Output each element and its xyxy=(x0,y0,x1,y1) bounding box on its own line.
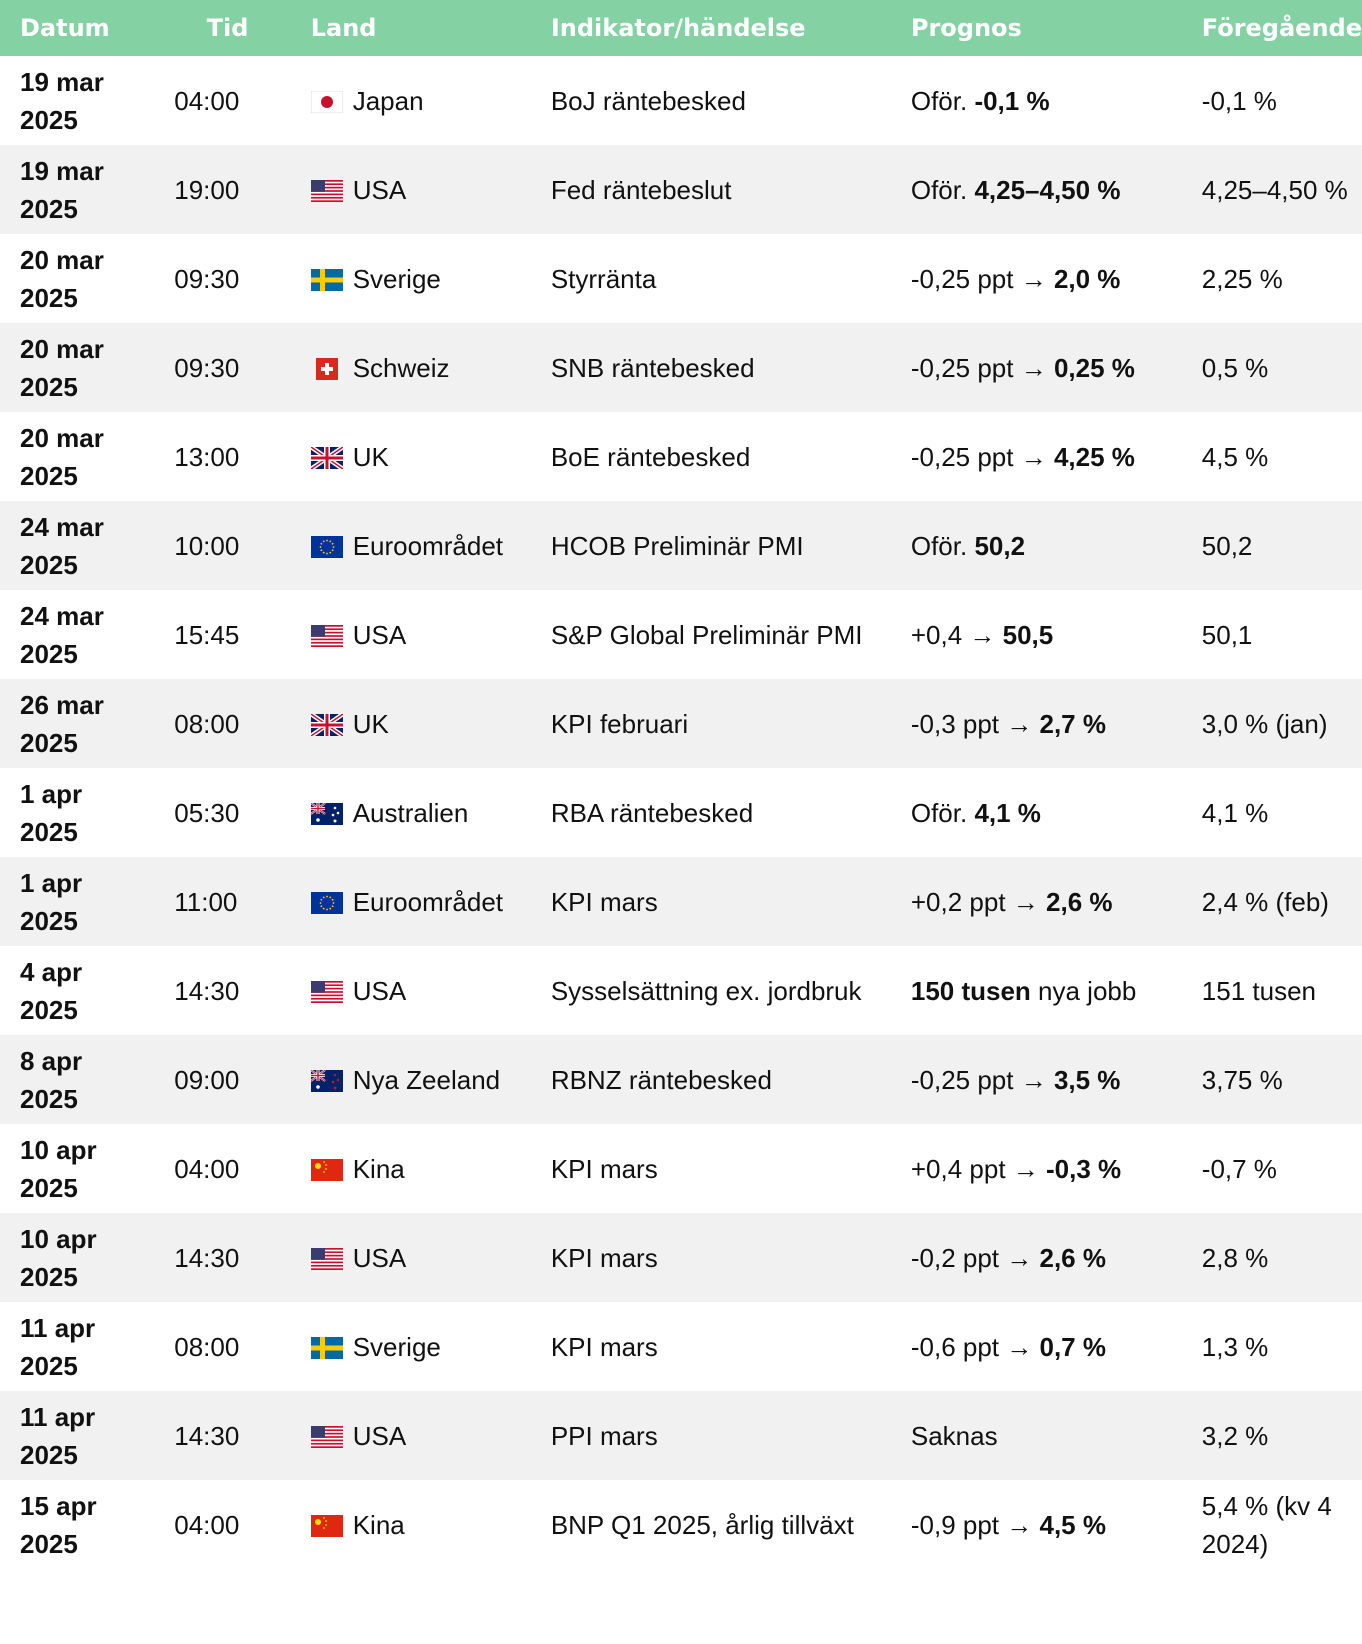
date-cell xyxy=(0,1213,164,1302)
country-name: USA xyxy=(352,174,407,205)
forecast-cell xyxy=(891,1124,1182,1213)
time-cell: 09:30 xyxy=(164,323,290,412)
date-cell xyxy=(0,234,164,323)
time-cell: 04:00 xyxy=(174,1153,240,1184)
forecast-prefix: -0,25 ppt → xyxy=(910,1064,1054,1095)
time-cell: 09:30 xyxy=(174,263,240,294)
indicator-cell: KPI mars xyxy=(531,1213,891,1302)
time-cell: 14:30 xyxy=(164,1391,290,1480)
country-cell xyxy=(291,56,531,145)
date-year: 2025 xyxy=(20,1528,78,1559)
date-year: 2025 xyxy=(20,1083,78,1114)
indicator-cell: KPI mars xyxy=(550,1153,658,1184)
date-year: 2025 xyxy=(20,371,78,402)
date-year: 2025 xyxy=(20,638,78,669)
country-name: UK xyxy=(352,441,389,472)
forecast-prefix: Oför. xyxy=(910,797,975,828)
country-name: Euroområdet xyxy=(352,530,504,561)
date-day-month: 19 mar xyxy=(20,155,104,186)
date-year: 2025 xyxy=(20,1350,78,1381)
forecast-cell xyxy=(891,1391,1182,1480)
date-day-month: 24 mar xyxy=(20,600,104,631)
date-day-month: 20 mar xyxy=(20,333,104,364)
time-cell: 14:30 xyxy=(174,975,240,1006)
forecast-cell xyxy=(891,946,1182,1035)
table-row xyxy=(0,1480,1362,1569)
previous-cell: 50,2 xyxy=(1182,501,1362,590)
country-name: Euroområdet xyxy=(352,886,504,917)
forecast-prefix: -0,9 ppt → xyxy=(910,1509,1040,1540)
forecast-value: 4,1 % xyxy=(974,797,1041,828)
forecast-cell xyxy=(891,1302,1182,1391)
date-cell xyxy=(0,679,164,768)
previous-cell: 3,75 % xyxy=(1182,1035,1362,1124)
flag-uk-icon xyxy=(311,447,343,469)
previous-cell: 50,1 xyxy=(1201,619,1253,650)
forecast-cell xyxy=(891,1035,1182,1124)
forecast-cell xyxy=(891,1213,1182,1302)
country-cell xyxy=(291,501,531,590)
date-day-month: 26 mar xyxy=(20,689,104,720)
forecast-value: 50,2 xyxy=(974,530,1026,561)
header-time: Tid xyxy=(164,0,290,56)
date-year: 2025 xyxy=(20,994,78,1025)
date-day-month: 4 apr xyxy=(20,956,83,987)
forecast-prefix: Saknas xyxy=(910,1420,998,1451)
header-forecast: Prognos xyxy=(891,0,1182,56)
time-cell: 14:30 xyxy=(164,1213,290,1302)
country-cell xyxy=(291,412,531,501)
time-cell: 19:00 xyxy=(164,145,290,234)
flag-switzerland-icon xyxy=(311,358,343,380)
previous-cell: 2,4 % (feb) xyxy=(1182,857,1362,946)
country-name: Sverige xyxy=(352,1331,441,1362)
country-name: Kina xyxy=(352,1509,405,1540)
previous-cell: 3,0 % (jan) xyxy=(1182,679,1362,768)
country-cell xyxy=(291,768,531,857)
flag-usa-icon xyxy=(311,1248,343,1270)
indicator-cell: KPI februari xyxy=(531,679,891,768)
country-cell xyxy=(291,857,531,946)
table-row xyxy=(0,412,1362,501)
table-row xyxy=(0,1213,1362,1302)
date-cell xyxy=(0,1124,164,1213)
flag-eu-icon xyxy=(311,892,343,914)
date-day-month: 20 mar xyxy=(20,244,104,275)
table-row xyxy=(0,234,1362,323)
date-day-month: 10 apr xyxy=(20,1223,97,1254)
previous-cell: -0,1 % xyxy=(1201,85,1277,116)
time-cell: 10:00 xyxy=(164,501,290,590)
table-row xyxy=(0,590,1362,679)
date-cell xyxy=(0,946,164,1035)
date-cell xyxy=(0,1391,164,1480)
date-cell xyxy=(0,857,164,946)
flag-sweden-icon xyxy=(311,1337,343,1359)
forecast-cell xyxy=(891,857,1182,946)
indicator-cell: Sysselsättning ex. jordbruk xyxy=(550,975,862,1006)
table-row xyxy=(0,145,1362,234)
forecast-prefix: -0,25 ppt → xyxy=(910,441,1054,472)
forecast-prefix: +0,2 ppt → xyxy=(910,886,1047,917)
indicator-cell: BoE räntebesked xyxy=(550,441,751,472)
forecast-value: 2,6 % xyxy=(1046,886,1113,917)
date-cell xyxy=(0,1302,164,1391)
country-cell xyxy=(291,946,531,1035)
previous-cell: -0,7 % xyxy=(1201,1153,1277,1184)
flag-usa-icon xyxy=(311,981,343,1003)
flag-sweden-icon xyxy=(311,269,343,291)
indicator-cell: HCOB Preliminär PMI xyxy=(531,501,891,590)
country-name: USA xyxy=(352,1420,407,1451)
indicator-cell: SNB räntebesked xyxy=(531,323,891,412)
forecast-prefix: +0,4 ppt → xyxy=(910,1153,1047,1184)
date-cell xyxy=(0,1035,164,1124)
table-row xyxy=(0,323,1362,412)
flag-australia-icon xyxy=(311,803,343,825)
forecast-cell xyxy=(891,145,1182,234)
country-cell xyxy=(291,234,531,323)
date-day-month: 1 apr xyxy=(20,778,83,809)
indicator-cell: KPI mars xyxy=(550,1331,658,1362)
forecast-value: 0,7 % xyxy=(1039,1331,1106,1362)
country-name: Japan xyxy=(352,85,424,116)
forecast-value: 0,25 % xyxy=(1053,352,1135,383)
table-body xyxy=(0,56,1362,1569)
indicator-cell: PPI mars xyxy=(531,1391,891,1480)
previous-cell: 2,8 % xyxy=(1182,1213,1362,1302)
forecast-prefix: Oför. xyxy=(910,530,975,561)
forecast-cell xyxy=(891,590,1182,679)
previous-cell: 4,1 % xyxy=(1201,797,1269,828)
flag-japan-icon xyxy=(311,91,343,113)
table-row xyxy=(0,56,1362,145)
forecast-cell xyxy=(891,768,1182,857)
forecast-cell xyxy=(891,323,1182,412)
date-year: 2025 xyxy=(20,816,78,847)
flag-usa-icon xyxy=(311,625,343,647)
forecast-prefix: -0,25 ppt → xyxy=(910,352,1054,383)
country-name: USA xyxy=(352,975,407,1006)
header-country: Land xyxy=(291,0,531,56)
date-day-month: 11 apr xyxy=(20,1401,96,1432)
date-day-month: 20 mar xyxy=(20,422,104,453)
previous-cell: 4,25–4,50 % xyxy=(1182,145,1362,234)
date-year: 2025 xyxy=(20,460,78,491)
forecast-value: 2,7 % xyxy=(1039,708,1106,739)
forecast-cell xyxy=(891,234,1182,323)
country-cell xyxy=(291,1213,531,1302)
country-name: Sverige xyxy=(352,263,441,294)
date-cell xyxy=(0,56,164,145)
date-year: 2025 xyxy=(20,1172,78,1203)
previous-cell: 5,4 % (kv 4 2024) xyxy=(1201,1490,1332,1559)
country-name: Kina xyxy=(352,1153,405,1184)
forecast-value: 4,5 % xyxy=(1039,1509,1106,1540)
date-cell xyxy=(0,590,164,679)
country-name: UK xyxy=(352,708,389,739)
table-row xyxy=(0,1302,1362,1391)
date-year: 2025 xyxy=(20,727,78,758)
time-cell: 08:00 xyxy=(164,679,290,768)
forecast-prefix: -0,6 ppt → xyxy=(910,1331,1040,1362)
country-cell xyxy=(291,1124,531,1213)
forecast-prefix: Oför. xyxy=(910,174,975,205)
date-day-month: 19 mar xyxy=(20,66,104,97)
table-row xyxy=(0,1124,1362,1213)
country-cell xyxy=(291,1035,531,1124)
indicator-cell: BNP Q1 2025, årlig tillväxt xyxy=(550,1509,854,1540)
time-cell: 08:00 xyxy=(174,1331,240,1362)
forecast-cell xyxy=(891,412,1182,501)
forecast-prefix: Oför. xyxy=(910,85,975,116)
forecast-value: 150 tusen xyxy=(910,975,1031,1006)
indicator-cell: RBNZ räntebesked xyxy=(531,1035,891,1124)
date-day-month: 1 apr xyxy=(20,867,83,898)
time-cell: 04:00 xyxy=(174,1509,240,1540)
date-year: 2025 xyxy=(20,282,78,313)
date-year: 2025 xyxy=(20,1439,78,1470)
time-cell: 11:00 xyxy=(164,857,290,946)
time-cell: 04:00 xyxy=(174,85,240,116)
table-row xyxy=(0,1035,1362,1124)
time-cell: 05:30 xyxy=(174,797,240,828)
date-cell xyxy=(0,1480,164,1569)
date-cell xyxy=(0,145,164,234)
flag-new-zealand-icon xyxy=(311,1070,343,1092)
country-cell xyxy=(291,1302,531,1391)
header-date: Datum xyxy=(0,0,164,56)
forecast-prefix: -0,3 ppt → xyxy=(910,708,1040,739)
time-cell: 09:00 xyxy=(164,1035,290,1124)
country-cell xyxy=(291,1391,531,1480)
table-row xyxy=(0,1391,1362,1480)
forecast-value: 2,0 % xyxy=(1053,263,1121,294)
time-cell: 15:45 xyxy=(174,619,240,650)
country-name: Nya Zeeland xyxy=(352,1064,501,1095)
forecast-cell xyxy=(891,1480,1182,1569)
date-year: 2025 xyxy=(20,104,78,135)
header-indicator: Indikator/händelse xyxy=(531,0,891,56)
table-row xyxy=(0,857,1362,946)
forecast-value: 4,25–4,50 % xyxy=(974,174,1121,205)
date-day-month: 24 mar xyxy=(20,511,104,542)
flag-usa-icon xyxy=(311,1426,343,1448)
forecast-prefix: +0,4 → xyxy=(910,619,1003,650)
forecast-prefix: -0,25 ppt → xyxy=(910,263,1054,294)
indicator-cell: RBA räntebesked xyxy=(550,797,754,828)
forecast-cell xyxy=(891,56,1182,145)
forecast-value: -0,3 % xyxy=(1046,1153,1122,1184)
header-row xyxy=(0,0,1362,56)
time-cell: 13:00 xyxy=(174,441,240,472)
previous-cell: 4,5 % xyxy=(1201,441,1269,472)
header-previous: Föregående xyxy=(1182,0,1362,56)
indicator-cell: Styrränta xyxy=(550,263,657,294)
table-row xyxy=(0,501,1362,590)
date-cell xyxy=(0,768,164,857)
indicator-cell: KPI mars xyxy=(531,857,891,946)
country-name: Australien xyxy=(352,797,469,828)
flag-china-icon xyxy=(311,1159,343,1181)
flag-china-icon xyxy=(311,1515,343,1537)
table-row xyxy=(0,679,1362,768)
table-row xyxy=(0,768,1362,857)
forecast-value: -0,1 % xyxy=(974,85,1050,116)
country-cell xyxy=(291,323,531,412)
country-cell xyxy=(291,1480,531,1569)
indicator-cell: Fed räntebeslut xyxy=(531,145,891,234)
table-row xyxy=(0,946,1362,1035)
date-day-month: 8 apr xyxy=(20,1045,83,1076)
indicator-cell: S&P Global Preliminär PMI xyxy=(550,619,863,650)
forecast-value: 50,5 xyxy=(1002,619,1054,650)
flag-usa-icon xyxy=(311,180,343,202)
country-name: USA xyxy=(352,619,407,650)
previous-cell: 1,3 % xyxy=(1201,1331,1269,1362)
date-year: 2025 xyxy=(20,193,78,224)
flag-eu-icon xyxy=(311,536,343,558)
date-year: 2025 xyxy=(20,1261,78,1292)
country-cell xyxy=(291,679,531,768)
country-name: USA xyxy=(352,1242,407,1273)
date-cell xyxy=(0,412,164,501)
country-name: Schweiz xyxy=(352,352,450,383)
forecast-value: 3,5 % xyxy=(1053,1064,1121,1095)
forecast-cell xyxy=(891,679,1182,768)
forecast-value: 2,6 % xyxy=(1039,1242,1106,1273)
date-day-month: 11 apr xyxy=(20,1312,96,1343)
forecast-value: 4,25 % xyxy=(1053,441,1135,472)
date-cell xyxy=(0,323,164,412)
forecast-suffix: nya jobb xyxy=(1030,975,1137,1006)
date-day-month: 10 apr xyxy=(20,1134,97,1165)
forecast-cell xyxy=(891,501,1182,590)
indicator-cell: BoJ räntebesked xyxy=(550,85,746,116)
date-year: 2025 xyxy=(20,905,78,936)
previous-cell: 2,25 % xyxy=(1201,263,1283,294)
date-day-month: 15 apr xyxy=(20,1490,97,1521)
previous-cell: 0,5 % xyxy=(1182,323,1362,412)
previous-cell: 3,2 % xyxy=(1182,1391,1362,1480)
date-year: 2025 xyxy=(20,549,78,580)
country-cell xyxy=(291,590,531,679)
country-cell xyxy=(291,145,531,234)
previous-cell: 151 tusen xyxy=(1201,975,1316,1006)
date-cell xyxy=(0,501,164,590)
forecast-prefix: -0,2 ppt → xyxy=(910,1242,1040,1273)
flag-uk-icon xyxy=(311,714,343,736)
